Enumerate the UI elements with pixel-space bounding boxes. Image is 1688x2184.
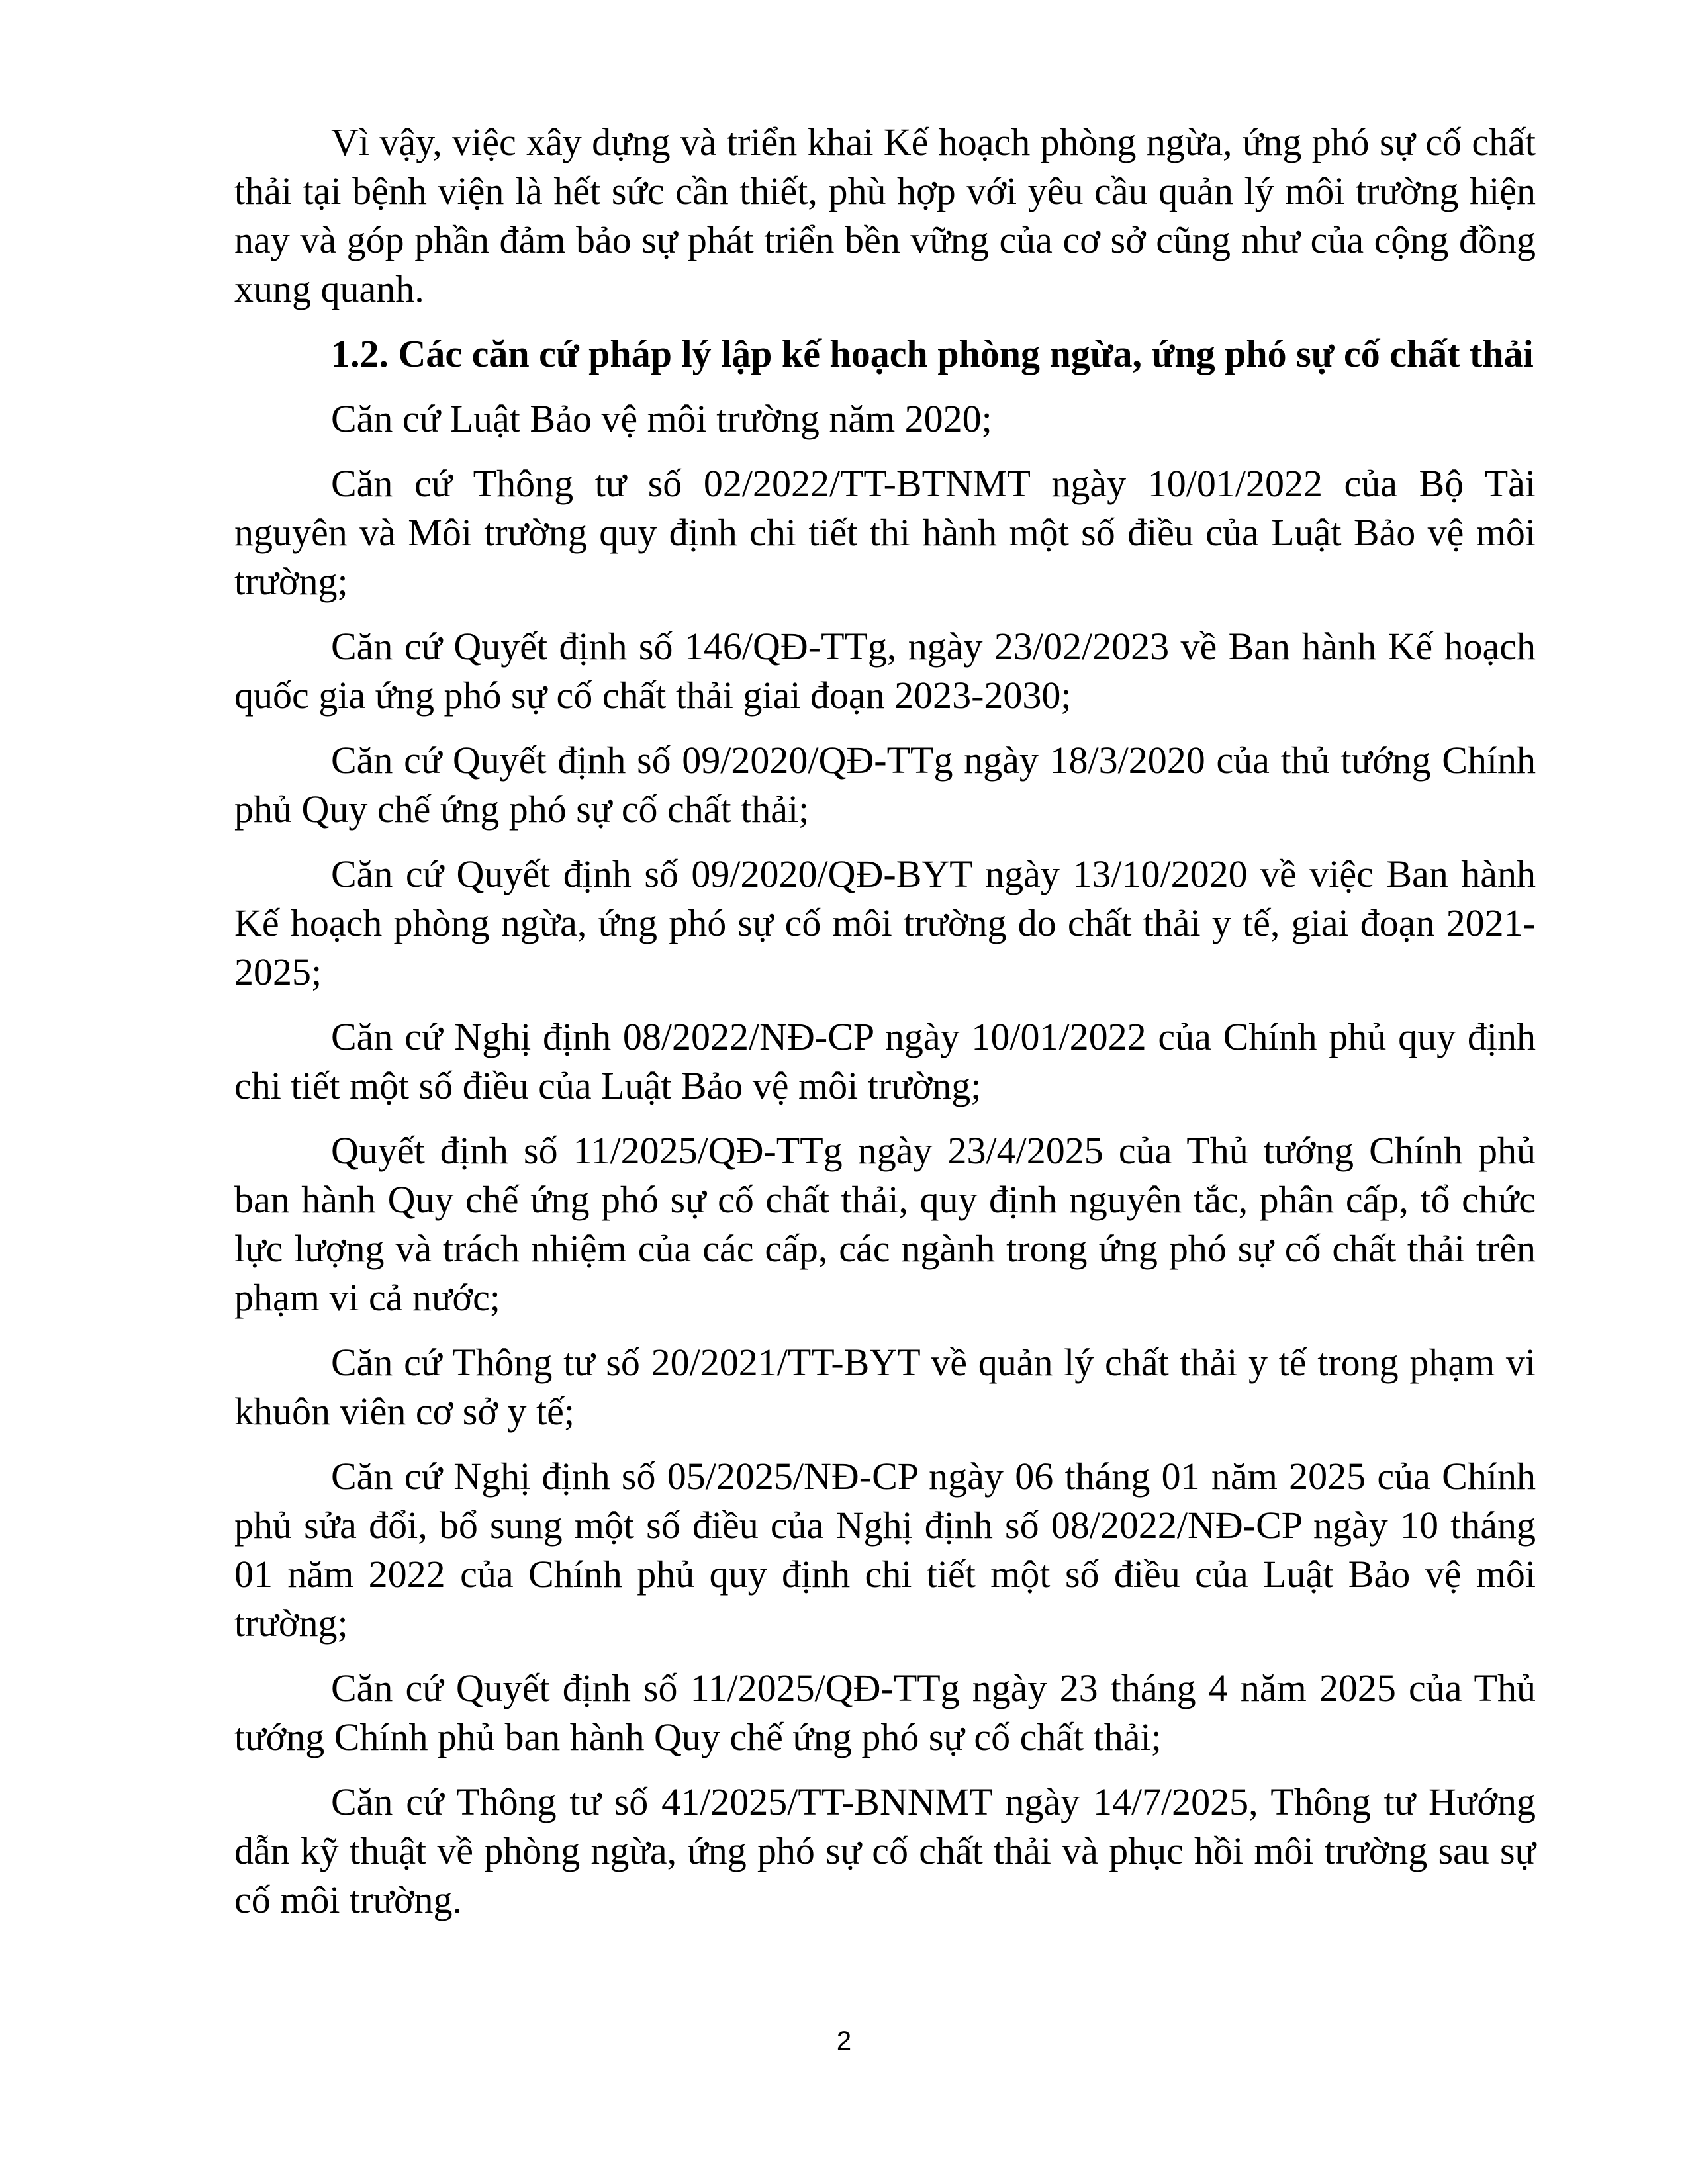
section-heading: 1.2. Các căn cứ pháp lý lập kế hoạch phòng ngừa, ứng phó sự cố chất thải — [331, 332, 1534, 375]
legal-basis-item: Căn cứ Quyết định số 09/2020/QĐ-BYT ngày 13/10/2020 về việc Ban hành Kế hoạch phòng ngừa, ứng phó sự cố môi trường do chất thải y tế, giai đoạn 2021-2025; — [234, 852, 1536, 993]
legal-basis-item: Căn cứ Quyết định số 11/2025/QĐ-TTg ngày 23 tháng 4 năm 2025 của Thủ tướng Chính phủ ban hành Quy chế ứng phó sự cố chất thải; — [234, 1666, 1536, 1758]
legal-basis-item: Căn cứ Nghị định 08/2022/NĐ-CP ngày 10/01/2022 của Chính phủ quy định chi tiết một số điều của Luật Bảo vệ môi trường; — [234, 1015, 1536, 1107]
legal-basis-item: Quyết định số 11/2025/QĐ-TTg ngày 23/4/2025 của Thủ tướng Chính phủ ban hành Quy chế ứng phó sự cố chất thải, quy định nguyên tắc, phân cấp, tổ chức lực lượng và trách nhiệm của các cấp, các ngành trong ứng phó sự cố chất thải trên phạm vi cả nước; — [234, 1129, 1536, 1319]
page-number: 2 — [836, 2026, 852, 2056]
document-body — [234, 118, 1536, 1940]
intro-paragraph: Vì vậy, việc xây dựng và triển khai Kế hoạch phòng ngừa, ứng phó sự cố chất thải tại bệnh viện là hết sức cần thiết, phù hợp với yêu cầu quản lý môi trường hiện nay và góp phần đảm bảo sự phát triển bền vững của cơ sở cũng như của cộng đồng xung quanh. — [234, 120, 1536, 310]
legal-basis-item: Căn cứ Nghị định số 05/2025/NĐ-CP ngày 06 tháng 01 năm 2025 của Chính phủ sửa đổi, bổ sung một số điều của Nghị định số 08/2022/NĐ-CP ngày 10 tháng 01 năm 2022 của Chính phủ quy định chi tiết một số điều của Luật Bảo vệ môi trường; — [234, 1455, 1536, 1645]
legal-basis-item: Căn cứ Thông tư số 41/2025/TT-BNNMT ngày 14/7/2025, Thông tư Hướng dẫn kỹ thuật về phòng ngừa, ứng phó sự cố chất thải và phục hồi môi trường sau sự cố môi trường. — [234, 1780, 1536, 1921]
legal-basis-item: Căn cứ Quyết định số 09/2020/QĐ-TTg ngày 18/3/2020 của thủ tướng Chính phủ Quy chế ứng phó sự cố chất thải; — [234, 739, 1536, 831]
legal-basis-item: Căn cứ Quyết định số 146/QĐ-TTg, ngày 23/02/2023 về Ban hành Kế hoạch quốc gia ứng phó sự cố chất thải giai đoạn 2023-2030; — [234, 625, 1536, 717]
legal-basis-item: Căn cứ Luật Bảo vệ môi trường năm 2020; — [331, 397, 992, 440]
legal-basis-item: Căn cứ Thông tư số 20/2021/TT-BYT về quản lý chất thải y tế trong phạm vi khuôn viên cơ sở y tế; — [234, 1341, 1536, 1433]
legal-basis-item: Căn cứ Thông tư số 02/2022/TT-BTNMT ngày 10/01/2022 của Bộ Tài nguyên và Môi trường quy định chi tiết thi hành một số điều của Luật Bảo vệ môi trường; — [234, 462, 1536, 603]
